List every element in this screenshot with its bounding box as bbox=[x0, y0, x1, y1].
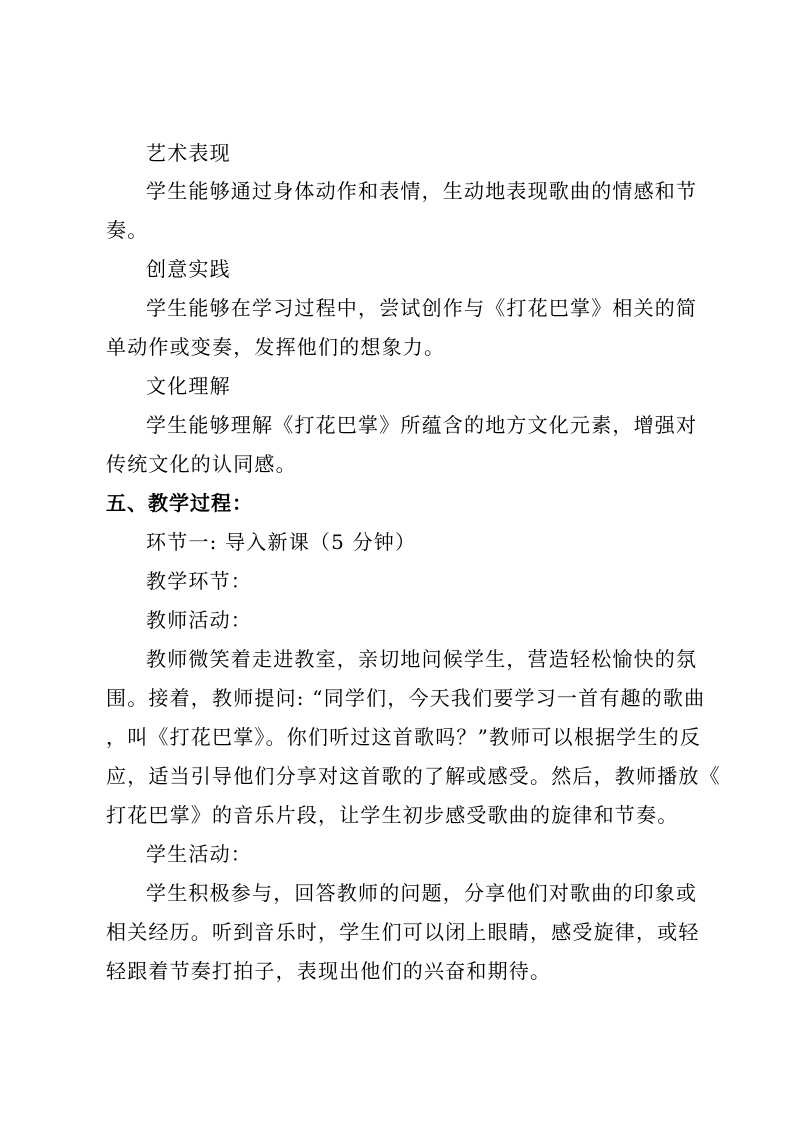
cultural-understanding-heading: 文化理解 bbox=[146, 374, 231, 398]
arts-expression-text-line-1: 学生能够通过身体动作和表情，生动地表现歌曲的情感和节 bbox=[146, 179, 698, 203]
arts-expression-heading: 艺术表现 bbox=[146, 141, 231, 165]
creative-practice-text-line-1: 学生能够在学习过程中，尝试创作与《打花巴掌》相关的简 bbox=[146, 296, 698, 320]
student-activity-line-2: 相关经历。听到音乐时，学生们可以闭上眼睛，感受旋律，或轻 bbox=[106, 920, 700, 944]
teacher-activity-line-3: ，叫《打花巴掌》。你们听过这首歌吗？”教师可以根据学生的反 bbox=[106, 725, 702, 749]
student-activity-line-1: 学生积极参与，回答教师的问题，分享他们对歌曲的印象或 bbox=[146, 881, 698, 905]
teacher-activity-label: 教师活动： bbox=[146, 608, 252, 632]
stage-one-title: 环节一: 导入新课（5 分钟） bbox=[146, 530, 417, 554]
arts-expression-text-line-2: 奏。 bbox=[106, 218, 149, 242]
cultural-understanding-text-line-2: 传统文化的认同感。 bbox=[106, 452, 297, 476]
teaching-stage-label: 教学环节： bbox=[146, 569, 252, 593]
student-activity-label: 学生活动： bbox=[146, 842, 252, 866]
teacher-activity-line-4: 应，适当引导他们分享对这首歌的了解或感受。然后，教师播放《 bbox=[106, 764, 721, 788]
teacher-activity-line-1: 教师微笑着走进教室，亲切地问候学生，营造轻松愉快的氛 bbox=[146, 647, 698, 671]
creative-practice-heading: 创意实践 bbox=[146, 257, 231, 281]
student-activity-line-3: 轻跟着节奏打拍子，表现出他们的兴奋和期待。 bbox=[106, 959, 552, 983]
teacher-activity-line-5: 打花巴掌》的音乐片段，让学生初步感受歌曲的旋律和节奏。 bbox=[106, 803, 679, 827]
section-five-title: 五、教学过程： bbox=[106, 491, 253, 515]
teacher-activity-line-2: 围。接着，教师提问: “同学们，今天我们要学习一首有趣的歌曲 bbox=[106, 686, 706, 710]
creative-practice-text-line-2: 单动作或变奏，发挥他们的想象力。 bbox=[106, 335, 446, 359]
cultural-understanding-text-line-1: 学生能够理解《打花巴掌》所蕴含的地方文化元素，增强对 bbox=[146, 413, 698, 437]
